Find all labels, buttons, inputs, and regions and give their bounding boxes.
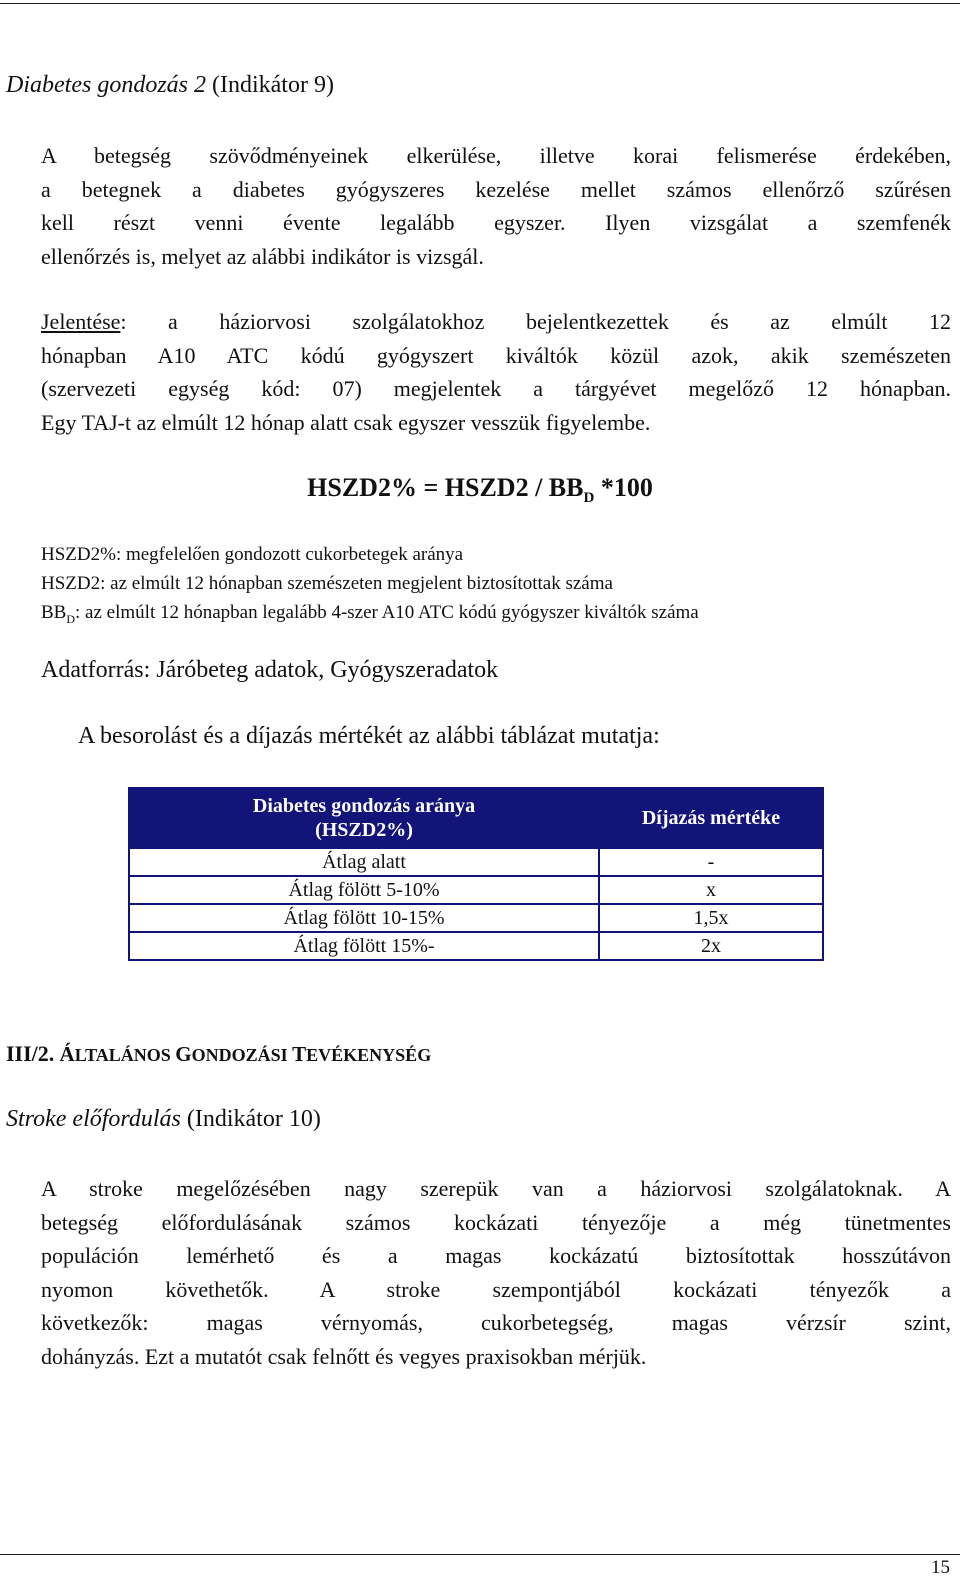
formula-subscript: D	[583, 490, 595, 507]
cell-rate: x	[599, 876, 823, 904]
stroke-paragraph	[41, 1172, 951, 1374]
section-cap: T	[292, 1042, 307, 1066]
section-heading	[6, 1041, 431, 1067]
definition-bbd-sub: D	[66, 611, 76, 626]
paragraph-line: (szervezeti egység kód: 07) megjelentek a tárgyévet megelőző 12 hónapban.	[41, 376, 951, 402]
definition-bbd	[41, 598, 699, 634]
paragraph-line: populáción lemérhető és a magas kockázatú biztosítottak hosszútávon	[41, 1243, 951, 1269]
paragraph-line: dohányzás. Ezt a mutatót csak felnőtt és vegyes praxisokban mérjük.	[41, 1343, 647, 1369]
cell-range: Átlag fölött 10-15%	[129, 904, 599, 932]
header-care-ratio-line1: Diabetes gondozás aránya	[252, 795, 476, 817]
rating-table	[128, 787, 824, 961]
cell-rate: -	[599, 848, 823, 876]
top-rule	[0, 3, 960, 4]
paragraph-line: A betegség szövődményeinek elkerülése, illetve korai felismerése érdekében,	[41, 143, 951, 168]
table-intro: A besorolást és a díjazás mértékét az alábbi táblázat mutatja:	[78, 723, 660, 749]
definition-hszd2: HSZD2: az elmúlt 12 hónapban szemészeten megjelent biztosítottak száma	[41, 573, 613, 594]
cell-rate: 1,5x	[599, 904, 823, 932]
definition-bbd-main: BB	[41, 602, 67, 623]
paragraph-line: kell részt venni évente legalább egyszer. Ilyen vizsgálat a szemfenék	[41, 210, 951, 236]
indicator-9-heading	[6, 72, 334, 99]
section-cap: G	[175, 1042, 192, 1066]
table-row	[129, 876, 823, 904]
section-smallcaps: ONDOZÁSI	[191, 1045, 293, 1065]
heading-rest: (Indikátor 10)	[180, 1106, 321, 1132]
table-row	[129, 848, 823, 876]
paragraph-line	[41, 305, 951, 339]
table-header-row	[129, 788, 823, 848]
heading-rest: (Indikátor 9)	[206, 72, 334, 98]
section-cap: Á	[59, 1042, 75, 1066]
formula-main: HSZD2% = HSZD2 / BB	[307, 473, 584, 502]
section-smallcaps: EVÉKENYSÉG	[306, 1045, 432, 1065]
table-row	[129, 904, 823, 932]
heading-italic: Diabetes gondozás 2	[6, 72, 206, 98]
paragraph-line: betegség előfordulásának számos kockázati tényezője a még tünetmentes	[41, 1209, 951, 1235]
meaning-line1-rest: : a háziorvosi szolgálatokhoz bejelentkezettek és az elmúlt 12	[120, 309, 951, 334]
paragraph-line: hónapban A10 ATC kódú gyógyszert kiváltók közül azok, akik szemészeten	[41, 342, 951, 368]
section-number: III/2.	[6, 1041, 55, 1066]
meaning-label: Jelentése	[41, 309, 121, 334]
data-source: Adatforrás: Járóbeteg adatok, Gyógyszeradatok	[41, 657, 499, 683]
definition-hszd2-percent: HSZD2%: megfelelően gondozott cukorbetegek aránya	[41, 544, 464, 565]
paragraph-line: nyomon követhetők. A stroke szempontjából kockázati tényezők a	[41, 1276, 951, 1302]
page-number: 15	[931, 1557, 950, 1578]
cell-range: Átlag alatt	[129, 848, 599, 876]
paragraph-line: A stroke megelőzésében nagy szerepük van a háziorvosi szolgálatoknak. A	[41, 1176, 951, 1201]
formula-tail: *100	[594, 473, 653, 502]
intro-paragraph	[41, 139, 951, 273]
table-row	[129, 932, 823, 960]
heading-italic: Stroke előfordulás	[6, 1106, 181, 1132]
header-care-ratio	[129, 788, 599, 848]
header-care-ratio-line2: (HSZD2%)	[315, 819, 413, 841]
cell-range: Átlag fölött 15%-	[129, 932, 599, 960]
section-smallcaps: LTALÁNOS	[74, 1045, 176, 1065]
header-fee-rate: Díjazás mértéke	[599, 788, 823, 848]
paragraph-line: Egy TAJ-t az elmúlt 12 hónap alatt csak egyszer vesszük figyelembe.	[41, 409, 651, 435]
definitions	[41, 540, 699, 634]
cell-rate: 2x	[599, 932, 823, 960]
definition-bbd-rest: : az elmúlt 12 hónapban legalább 4-szer A10 ATC kódú gyógyszer kiváltók száma	[75, 602, 699, 623]
meaning-paragraph	[41, 305, 951, 439]
footer-rule	[0, 1554, 960, 1555]
paragraph-line: következők: magas vérnyomás, cukorbetegség, magas vérzsír szint,	[41, 1310, 951, 1336]
cell-range: Átlag fölött 5-10%	[129, 876, 599, 904]
formula	[0, 473, 960, 507]
paragraph-line: ellenőrzés is, melyet az alábbi indikátor is vizsgál.	[41, 243, 484, 269]
paragraph-line: a betegnek a diabetes gyógyszeres kezelése mellet számos ellenőrző szűrésen	[41, 176, 951, 202]
indicator-10-heading	[6, 1106, 321, 1133]
